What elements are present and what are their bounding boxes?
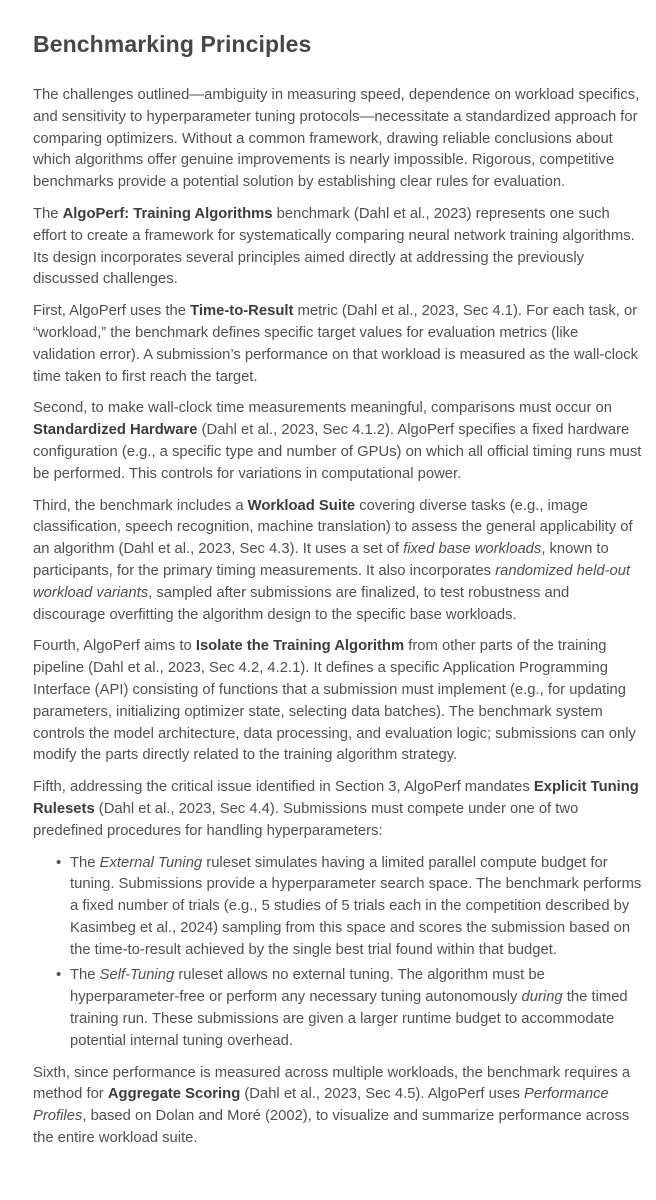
text-run: Second, to make wall-clock time measurements meaningful, comparisons must occur on	[33, 400, 612, 417]
text-run: benchmark (Dahl et al., 2023) represents one such effort to create a framework for systematically comparing neural network training algorithms. Its design incorporates several principles aimed directly at addressing the previously discussed challenges.	[33, 205, 635, 288]
text-run: Third, the benchmark includes a	[33, 497, 248, 514]
italic-text: fixed base workloads	[403, 541, 542, 558]
italic-text: Performance Profiles	[33, 1086, 609, 1125]
bold-text: Isolate the Training Algorithm	[195, 638, 405, 655]
paragraph	[33, 1063, 644, 1150]
text-run: , sampled after submissions are finalized, to test robustness and discourage overfitting the algorithm design to the specific base workloads.	[33, 584, 570, 623]
bold-text: Explicit Tuning Rulesets	[33, 779, 639, 817]
text-run: the timed training run. These submissions are given a larger runtime budget to accommodate potential internal tuning overhead.	[70, 989, 628, 1049]
bold-text: Workload Suite	[247, 497, 356, 514]
text-run: , based on Dolan and Moré (2002), to visualize and summarize performance across the entire workload suite.	[33, 1108, 630, 1147]
text-run: First, AlgoPerf uses the	[33, 303, 191, 320]
article-body	[33, 85, 644, 1150]
bullet-list	[33, 853, 644, 1053]
text-run: (Dahl et al., 2023, Sec 4.5). AlgoPerf uses	[240, 1086, 524, 1103]
text-run: metric (Dahl et al., 2023, Sec 4.1). For each task, or “workload,” the benchmark defines specific target values for evaluation metrics (like validation error). A submission’s performance on that workload is measured as the wall-clock time taken to first reach the target.	[33, 303, 639, 385]
bold-text: AlgoPerf: Training Algorithms	[62, 205, 273, 222]
text-run: Sixth, since performance is measured across multiple workloads, the benchmark requires a method for	[33, 1064, 631, 1103]
text-run: ruleset allows no external tuning. The algorithm must be hyperparameter-free or perform any necessary tuning autonomously	[70, 967, 545, 1006]
bold-text: Time-to-Result	[190, 303, 294, 320]
text-run: , known to participants, for the primary timing measurements. It also incorporates	[33, 541, 609, 579]
italic-text: during	[521, 989, 563, 1006]
bold-text: Standardized Hardware	[33, 422, 198, 439]
text-run: Fourth, AlgoPerf aims to	[33, 638, 196, 655]
text-run: (Dahl et al., 2023, Sec 4.4). Submissions must compete under one of two predefined procedures for handling hyperparameters:	[33, 800, 579, 839]
text-run: The	[33, 205, 63, 222]
text-run: ruleset simulates having a limited parallel compute budget for tuning. Submissions provide a hyperparameter search space. The benchmark performs a fixed number of trials (e.g., 5 studies of 5 trials each in the competition described by Kasimbeg et al., 2024) sampling from this space and scores the submission based on the time-to-result achieved by the single best trial found within that budget.	[70, 854, 642, 958]
paragraph	[33, 85, 644, 194]
italic-text: Self-Tuning	[99, 967, 175, 984]
text-run: The	[70, 854, 100, 871]
paragraph	[33, 204, 644, 291]
list-item	[70, 965, 644, 1052]
paragraph	[33, 301, 644, 388]
bold-text: Aggregate Scoring	[107, 1086, 241, 1103]
paragraph	[33, 398, 644, 485]
text-run: The	[70, 967, 100, 984]
text-run: (Dahl et al., 2023, Sec 4.1.2). AlgoPerf specifies a fixed hardware configuration (e.g., a specific type and number of GPUs) on which all official timing runs must be performed. This controls for variations in computational power.	[33, 422, 642, 482]
text-run: from other parts of the training pipeline (Dahl et al., 2023, Sec 4.2, 4.2.1). It defines a specific Application Programming Interface (API) consisting of functions that a submission must implement (e.g., for updating parameters, initializing optimizer state, selecting data batches). The benchmark system controls the model architecture, data processing, and evaluation logic; submissions can only modify the parts directly related to the training algorithm strategy.	[33, 638, 636, 764]
italic-text: External Tuning	[99, 854, 203, 871]
text-run: covering diverse tasks (e.g., image classification, speech recognition, machine translation) to assess the general applicability of an algorithm (Dahl et al., 2023, Sec 4.3). It uses a set of	[33, 497, 633, 558]
italic-text: randomized held-out workload variants	[33, 562, 631, 601]
text-run: Fifth, addressing the critical issue identified in Section 3, AlgoPerf mandates	[33, 779, 534, 796]
page-title: Benchmarking Principles	[33, 31, 312, 57]
paragraph	[33, 636, 644, 767]
paragraph	[33, 496, 644, 627]
paragraph	[33, 777, 644, 842]
text-run: The challenges outlined—ambiguity in measuring speed, dependence on workload specifics, and sensitivity to hyperparameter tuning protocols—necessitate a standardized approach for comparing optimizers. Without a common framework, drawing reliable conclusions about which algorithms offer genuine improvements is nearly impossible. Rigorous, competitive benchmarks provide a potential solution by establishing clear rules for evaluation.	[33, 87, 640, 191]
list-item	[70, 853, 644, 962]
